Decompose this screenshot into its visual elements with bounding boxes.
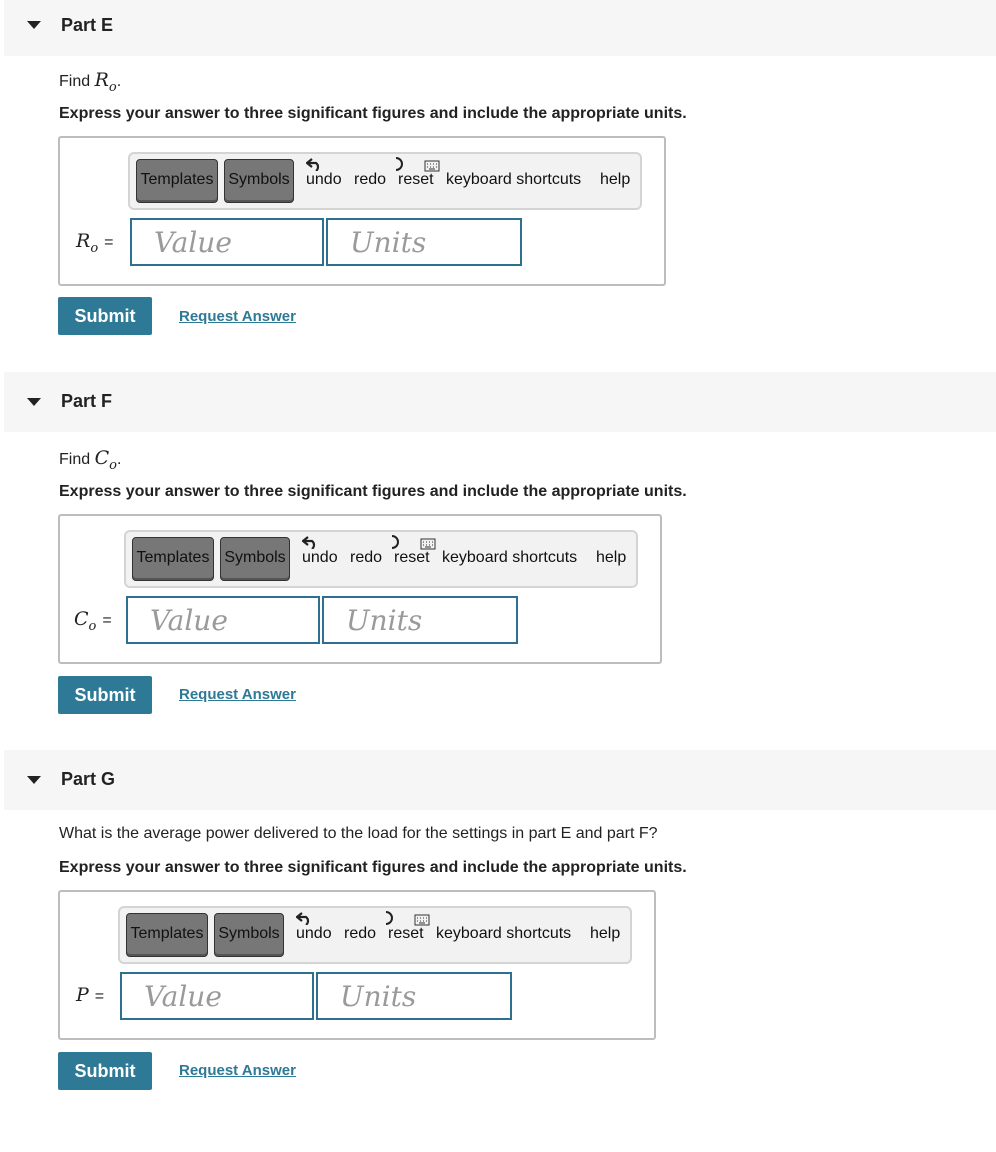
part-f-header[interactable] — [4, 372, 996, 432]
units-input[interactable]: Units — [326, 218, 522, 266]
variable-symbol: C — [94, 447, 110, 469]
question-text: What is the average power delivered to the load for the settings in part E and part F? — [59, 825, 658, 842]
templates-button[interactable]: Templates — [132, 537, 214, 581]
redo-button[interactable]: redo — [354, 171, 387, 188]
variable-subscript: o — [88, 618, 97, 634]
caret-down-icon[interactable] — [27, 776, 41, 784]
answer-box — [58, 136, 666, 286]
request-answer-link[interactable]: Request Answer — [179, 686, 296, 703]
part-e-header[interactable] — [4, 0, 996, 56]
instruction-text: Express your answer to three significant figures and include the appropriate units. — [59, 859, 687, 876]
part-title: Part F — [61, 391, 113, 411]
question-suffix: . — [116, 73, 122, 90]
caret-down-icon[interactable] — [27, 21, 41, 29]
value-input[interactable]: Value — [126, 596, 320, 644]
question-text — [59, 447, 121, 473]
answer-box — [58, 890, 656, 1040]
keyboard-shortcuts-button[interactable]: keyboard shortcuts — [442, 549, 578, 566]
variable-symbol: R — [94, 69, 109, 91]
keyboard-icon — [424, 159, 440, 175]
question-prefix: Find — [59, 451, 95, 468]
variable-symbol: R — [76, 230, 91, 252]
variable-symbol: P — [76, 984, 89, 1006]
variable-subscript: o — [109, 457, 117, 473]
templates-button[interactable]: Templates — [126, 913, 208, 957]
variable-label — [76, 230, 113, 256]
question-variable — [94, 69, 117, 95]
math-toolbar — [124, 530, 638, 588]
keyboard-icon — [420, 537, 436, 553]
reset-button[interactable]: reset — [388, 925, 424, 942]
templates-button[interactable]: Templates — [136, 159, 218, 203]
part-title: Part E — [61, 15, 114, 35]
question-variable — [94, 447, 117, 473]
request-answer-link[interactable]: Request Answer — [179, 308, 296, 325]
part-g-header[interactable] — [4, 750, 996, 810]
help-button[interactable]: help — [600, 171, 631, 188]
value-input[interactable]: Value — [120, 972, 314, 1020]
variable-symbol: C — [74, 608, 89, 630]
equals-sign: = — [94, 988, 105, 1005]
undo-button[interactable]: undo — [296, 925, 332, 942]
reset-button[interactable]: reset — [394, 549, 430, 566]
symbols-button[interactable]: Symbols — [220, 537, 290, 581]
equals-sign: = — [102, 612, 112, 629]
answer-box — [58, 514, 662, 664]
redo-button[interactable]: redo — [344, 925, 377, 942]
question-suffix: . — [116, 451, 122, 468]
submit-button[interactable]: Submit — [58, 297, 152, 335]
keyboard-shortcuts-button[interactable]: keyboard shortcuts — [436, 925, 572, 942]
question-text — [59, 69, 121, 95]
keyboard-icon — [414, 913, 430, 929]
symbols-button[interactable]: Symbols — [214, 913, 284, 957]
variable-subscript: o — [108, 79, 117, 95]
instruction-text: Express your answer to three significant figures and include the appropriate units. — [59, 105, 687, 122]
part-g — [0, 750, 996, 1110]
part-e — [0, 0, 996, 340]
undo-button[interactable]: undo — [302, 549, 338, 566]
units-input[interactable]: Units — [316, 972, 512, 1020]
units-input[interactable]: Units — [322, 596, 518, 644]
keyboard-shortcuts-button[interactable]: keyboard shortcuts — [446, 171, 582, 188]
part-f — [0, 372, 996, 712]
caret-down-icon[interactable] — [27, 398, 41, 406]
request-answer-link[interactable]: Request Answer — [179, 1062, 296, 1079]
undo-button[interactable]: undo — [306, 171, 342, 188]
help-button[interactable]: help — [596, 549, 627, 566]
variable-subscript: o — [90, 240, 99, 256]
part-title: Part G — [61, 769, 116, 789]
help-button[interactable]: help — [590, 925, 621, 942]
instruction-text: Express your answer to three significant figures and include the appropriate units. — [59, 483, 687, 500]
symbols-button[interactable]: Symbols — [224, 159, 294, 203]
variable-label — [74, 608, 112, 634]
math-toolbar — [128, 152, 642, 210]
reset-button[interactable]: reset — [398, 171, 434, 188]
value-input[interactable]: Value — [130, 218, 324, 266]
redo-button[interactable]: redo — [350, 549, 383, 566]
math-toolbar — [118, 906, 632, 964]
question-prefix: Find — [59, 73, 95, 90]
variable-label — [76, 984, 104, 1007]
submit-button[interactable]: Submit — [58, 676, 152, 714]
submit-button[interactable]: Submit — [58, 1052, 152, 1090]
equals-sign: = — [104, 234, 114, 251]
